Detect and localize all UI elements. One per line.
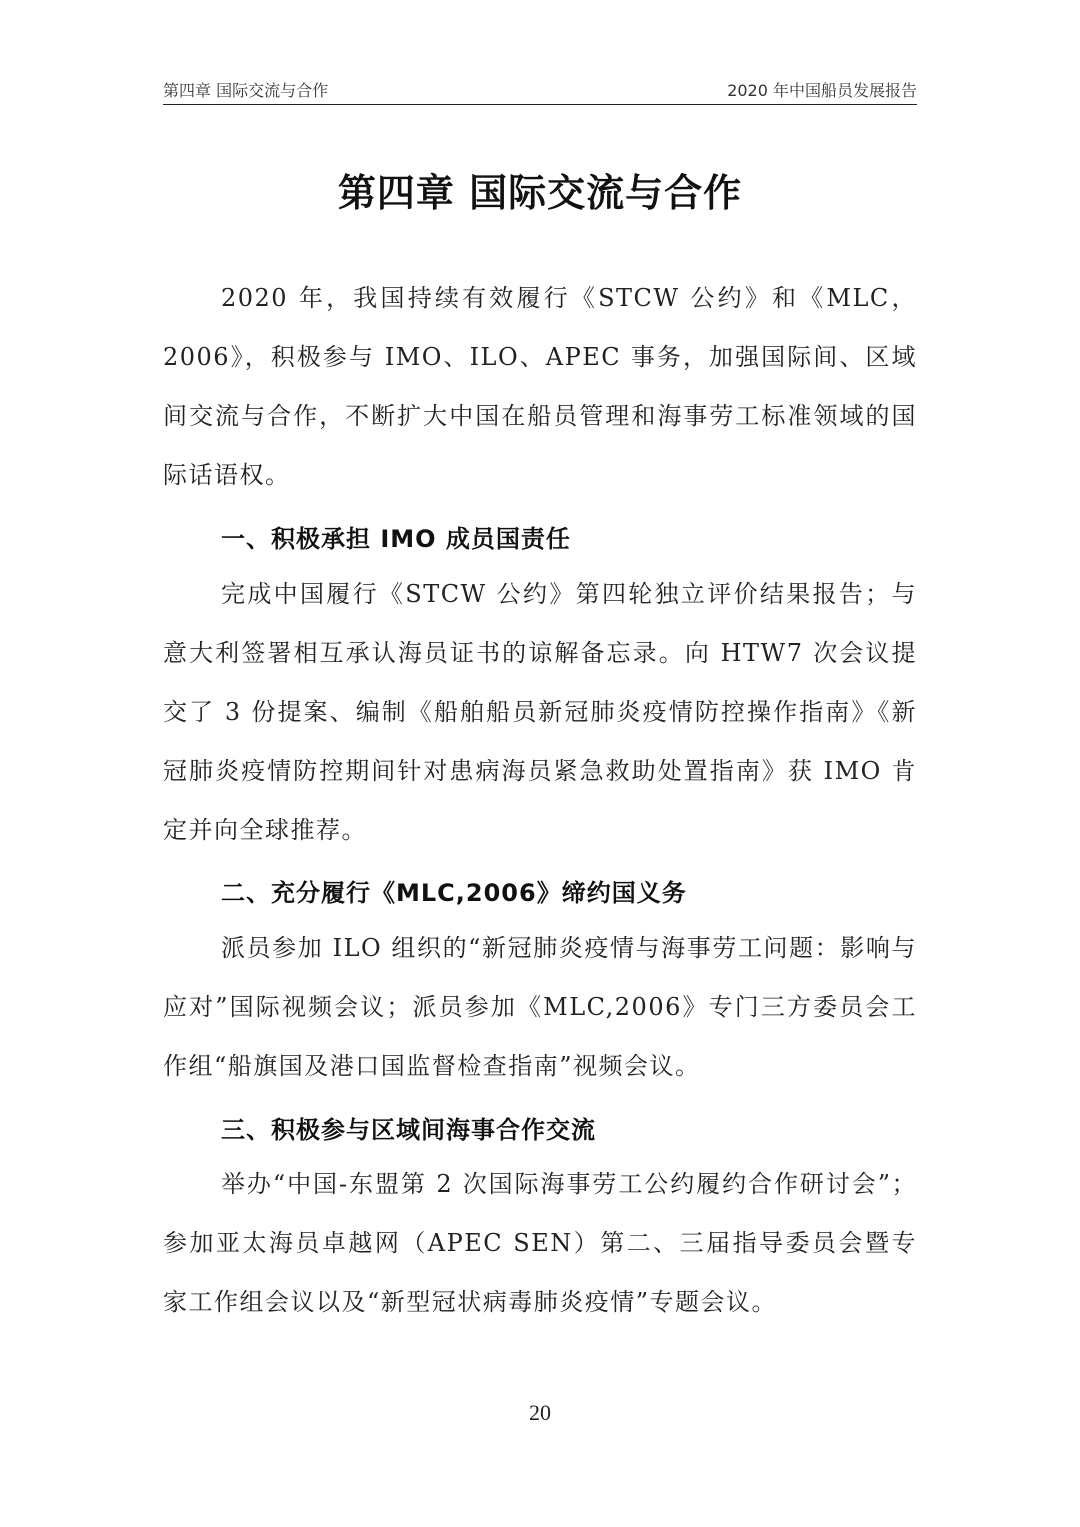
page-number: 20 xyxy=(529,1400,551,1425)
running-header xyxy=(163,76,917,105)
intro-paragraph: 2020 年，我国持续有效履行《STCW 公约》和《MLC，2006》，积极参与 IMO、ILO、APEC 事务，加强国际间、区域间交流与合作，不断扩大中国在船员管理和海事劳工标准领域的国际话语权。 xyxy=(163,284,917,489)
header-report-title: 2020 年中国船员发展报告 xyxy=(727,81,917,100)
section-body-1: 完成中国履行《STCW 公约》第四轮独立评价结果报告；与意大利签署相互承认海员证书的谅解备忘录。向 HTW7 次会议提交了 3 份提案、编制《船舶船员新冠肺炎疫情防控操作指南》《新冠肺炎疫情防控期间针对患病海员紧急救助处置指南》获 IMO 肯定并向全球推荐。 xyxy=(163,580,917,844)
section-heading-3: 三、积极参与区域间海事合作交流 xyxy=(221,1116,596,1144)
section-body-3: 举办“中国-东盟第 2 次国际海事劳工公约履约合作研讨会”；参加亚太海员卓越网（APEC SEN）第二、三届指导委员会暨专家工作组会议以及“新型冠状病毒肺炎疫情”专题会议。 xyxy=(163,1170,917,1316)
chapter-title: 第四章 国际交流与合作 xyxy=(337,171,743,215)
section-heading-1: 一、积极承担 IMO 成员国责任 xyxy=(221,525,571,553)
section-heading-2: 二、充分履行《MLC,2006》缔约国义务 xyxy=(221,879,687,907)
section-body-2: 派员参加 ILO 组织的“新冠肺炎疫情与海事劳工问题：影响与应对”国际视频会议；派员参加《MLC,2006》专门三方委员会工作组“船旗国及港口国监督检查指南”视频会议。 xyxy=(163,934,917,1080)
header-chapter: 第四章 国际交流与合作 xyxy=(163,81,329,100)
